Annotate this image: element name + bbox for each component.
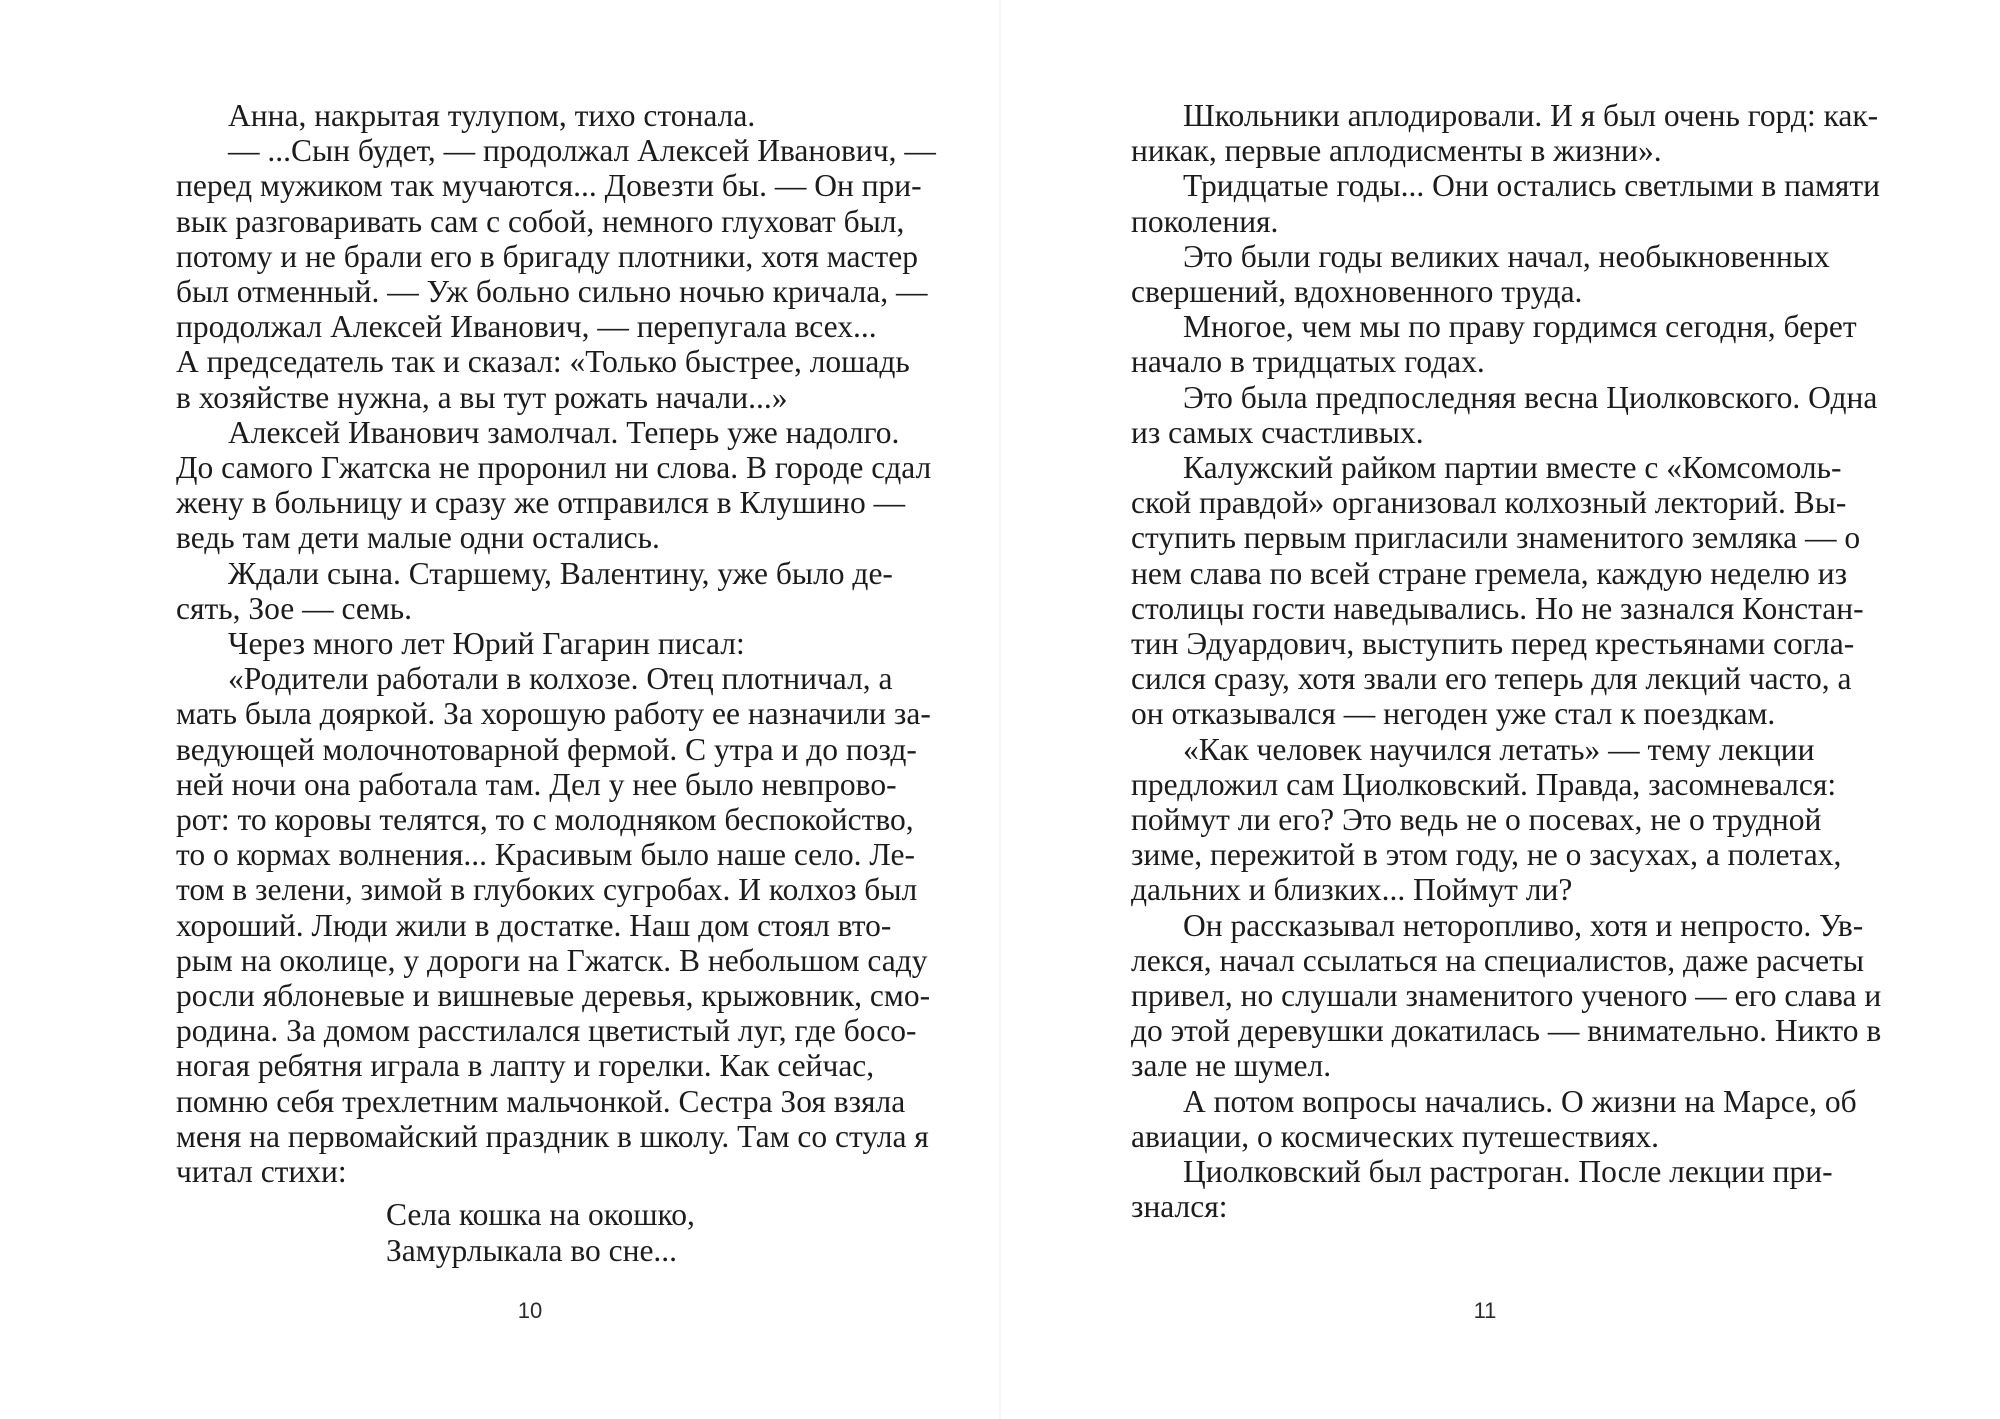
- text-line: ступить первым пригласили знаменитого земляка — о: [1131, 520, 1861, 556]
- text-line: начало в тридцатых годах.: [1131, 344, 1485, 380]
- text-line: он отказывался — негоден уже стал к поездкам.: [1131, 696, 1776, 732]
- text-line: зале не шумел.: [1131, 1048, 1332, 1084]
- text-line: до этой деревушки докатилась — внимательно. Никто в: [1131, 1013, 1882, 1049]
- text-line: поколения.: [1131, 203, 1279, 239]
- text-line: ской правдой» организовал колхозный лекторий. Вы-: [1131, 485, 1847, 521]
- text-line: то о кормах волнения... Красивым было наше село. Ле-: [176, 837, 916, 873]
- text-line: родина. За домом расстилался цветистый луг, где босо-: [176, 1013, 917, 1049]
- text-line: Циолковский был растроган. После лекции при-: [1183, 1154, 1833, 1190]
- text-line: был отменный. — Уж больно сильно ночью кричала, —: [176, 274, 928, 310]
- text-line: дальних и близких... Поймут ли?: [1131, 872, 1573, 908]
- text-line: вык разговаривать сам с собой, немного глуховат был,: [176, 203, 905, 239]
- text-line: тин Эдуардович, выступить перед крестьянами согла-: [1131, 626, 1855, 662]
- text-line: «Как человек научился летать» — тему лекции: [1183, 731, 1815, 767]
- text-line: Калужский райком партии вместе с «Комсомоль-: [1183, 450, 1842, 486]
- text-line: нем слава по всей стране гремела, каждую неделю из: [1131, 555, 1848, 591]
- text-line: рот: то коровы телятся, то с молодняком беспокойство,: [176, 802, 914, 838]
- text-line: росли яблоневые и вишневые деревья, крыжовник, смо-: [176, 978, 931, 1014]
- text-line: знался:: [1131, 1189, 1228, 1225]
- text-line: Это была предпоследняя весна Циолковского. Одна: [1183, 379, 1878, 415]
- text-line: том в зелени, зимой в глубоких сугробах. И колхоз был: [176, 872, 918, 908]
- text-line: — ...Сын будет, — продолжал Алексей Иванович, —: [228, 133, 936, 169]
- text-line: Это были годы великих начал, необыкновенных: [1183, 238, 1830, 274]
- text-line: поймут ли его? Это ведь не о посевах, не о трудной: [1131, 802, 1822, 838]
- right-page: [1000, 0, 2000, 1419]
- text-line: столицы гости наведывались. Но не зазнался Констан-: [1131, 590, 1864, 626]
- text-line: ней ночи она работала там. Дел у нее было невпрово-: [176, 766, 897, 802]
- text-line: лекся, начал ссылаться на специалистов, даже расчеты: [1131, 942, 1865, 978]
- text-line: Анна, накрытая тулупом, тихо стонала.: [228, 98, 756, 133]
- text-line: жену в больницу и сразу же отправился в Клушино —: [176, 485, 906, 521]
- text-line: читал стихи:: [176, 1154, 347, 1190]
- text-line: рым на околице, у дороги на Гжатск. В небольшом саду: [176, 942, 928, 978]
- text-line: Школьники аплодировали. И я был очень горд: как-: [1183, 98, 1879, 133]
- text-line: мать была дояркой. За хорошую работу ее назначили за-: [176, 696, 931, 732]
- text-line: из самых счастливых.: [1131, 414, 1424, 450]
- left-page-text: [176, 98, 936, 1268]
- right-page-number: 11: [1473, 1298, 1497, 1323]
- text-line: сился сразу, хотя звали его теперь для лекций часто, а: [1131, 661, 1852, 697]
- text-line: свершений, вдохновенного труда.: [1131, 274, 1583, 310]
- left-page-number: 10: [517, 1298, 543, 1323]
- text-line: Он рассказывал неторопливо, хотя и непросто. Ув-: [1183, 907, 1864, 943]
- text-line: помню себя трехлетним мальчонкой. Сестра Зоя взяла: [176, 1083, 906, 1119]
- text-line: ведующей молочнотоварной фермой. С утра и до позд-: [176, 731, 917, 767]
- text-line: До самого Гжатска не проронил ни слова. В городе сдал: [176, 450, 932, 486]
- text-line: Тридцатые годы... Они остались светлыми в памяти: [1183, 168, 1881, 204]
- text-line: авиации, о космических путешествиях.: [1131, 1118, 1659, 1154]
- text-line: меня на первомайский праздник в школу. Там со стула я: [176, 1118, 929, 1154]
- text-line: А потом вопросы начались. О жизни на Марсе, об: [1183, 1083, 1857, 1119]
- text-line: Алексей Иванович замолчал. Теперь уже надолго.: [228, 414, 900, 450]
- verse-line: Села кошка на окошко,: [386, 1197, 695, 1233]
- text-line: сять, Зое — семь.: [176, 590, 413, 626]
- text-line: зиме, пережитой в этом году, не о засухах, а полетах,: [1131, 837, 1842, 873]
- right-page-text: [1131, 98, 1882, 1225]
- text-line: Ждали сына. Старшему, Валентину, уже было де-: [228, 555, 893, 591]
- text-line: привел, но слушали знаменитого ученого — его слава и: [1131, 978, 1882, 1014]
- text-line: продолжал Алексей Иванович, — перепугала всех...: [176, 309, 877, 345]
- text-line: Многое, чем мы по праву гордимся сегодня, берет: [1183, 309, 1857, 345]
- text-line: ведь там дети малые одни остались.: [176, 520, 660, 556]
- text-line: никак, первые аплодисменты в жизни».: [1131, 133, 1662, 169]
- text-line: перед мужиком так мучаются... Довезти бы. — Он при-: [176, 168, 922, 204]
- text-line: предложил сам Циолковский. Правда, засомневался:: [1131, 766, 1837, 802]
- text-line: «Родители работали в колхозе. Отец плотничал, а: [228, 661, 893, 697]
- verse-line: Замурлыкала во сне...: [386, 1232, 678, 1268]
- text-line: хороший. Люди жили в достатке. Наш дом стоял вто-: [176, 907, 892, 943]
- text-line: потому и не брали его в бригаду плотники, хотя мастер: [176, 238, 918, 274]
- text-line: Через много лет Юрий Гагарин писал:: [228, 626, 745, 662]
- text-line: А председатель так и сказал: «Только быстрее, лошадь: [176, 344, 910, 380]
- text-line: ногая ребятня играла в лапту и горелки. Как сейчас,: [176, 1048, 875, 1084]
- poem-verse: [176, 1197, 830, 1267]
- text-line: в хозяйстве нужна, а вы тут рожать начали...»: [176, 379, 788, 415]
